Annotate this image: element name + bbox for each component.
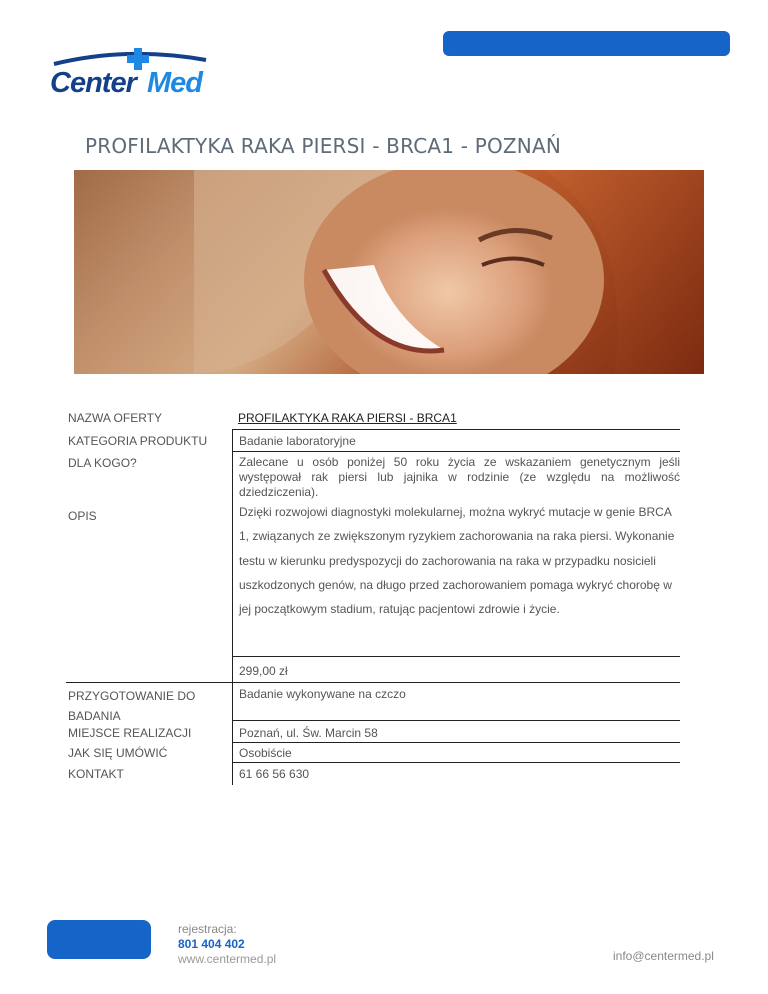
table-row bbox=[66, 452, 680, 500]
offer-table bbox=[66, 408, 680, 785]
email-link[interactable]: info@centermed.pl bbox=[613, 949, 714, 963]
svg-text:Med: Med bbox=[147, 67, 202, 99]
registration-phone[interactable]: 801 404 402 bbox=[178, 937, 245, 951]
contact-phone-value: 61 66 56 630 bbox=[232, 763, 680, 785]
table-row bbox=[66, 500, 680, 657]
row-label: NAZWA OFERTY bbox=[68, 411, 163, 425]
row-label: KATEGORIA PRODUKTU bbox=[68, 434, 208, 448]
footer-contact bbox=[178, 922, 276, 967]
website-link[interactable]: www.centermed.pl bbox=[178, 952, 277, 966]
table-row bbox=[66, 430, 680, 452]
row-value: Badanie laboratoryjne bbox=[232, 430, 680, 452]
table-row bbox=[66, 683, 680, 721]
row-label: KONTAKT bbox=[68, 767, 124, 781]
row-label: MIEJSCE REALIZACJI bbox=[68, 726, 192, 740]
row-value: Osobiście bbox=[232, 743, 680, 763]
table-row bbox=[66, 763, 680, 785]
page-title: PROFILAKTYKA RAKA PIERSI - BRCA1 - POZNAŃ bbox=[85, 134, 562, 158]
hero-photo bbox=[74, 170, 704, 374]
table-row bbox=[66, 408, 680, 430]
table-row bbox=[66, 743, 680, 763]
row-label: JAK SIĘ UMÓWIĆ bbox=[68, 746, 168, 760]
table-row bbox=[66, 657, 680, 683]
table-row bbox=[66, 721, 680, 743]
row-label: OPIS bbox=[68, 509, 97, 523]
offer-name-value: PROFILAKTYKA RAKA PIERSI - BRCA1 bbox=[238, 411, 457, 425]
centermed-logo bbox=[48, 44, 210, 102]
price-value: 299,00 zł bbox=[232, 657, 680, 683]
svg-text:Center: Center bbox=[50, 67, 136, 99]
header-accent-bar bbox=[443, 31, 730, 56]
row-value: Poznań, ul. Św. Marcin 58 bbox=[232, 721, 680, 743]
row-label: PRZYGOTOWANIE DO BADANIA bbox=[68, 689, 196, 723]
row-label: DLA KOGO? bbox=[68, 456, 137, 470]
registration-label: rejestracja: bbox=[178, 922, 237, 936]
row-label bbox=[66, 657, 232, 683]
footer-accent-box bbox=[47, 920, 151, 959]
description-value: Dzięki rozwojowi diagnostyki molekularnej, można wykryć mutacje w genie BRCA 1, związanych ze zwiększonym ryzykiem zachorowania na raka piersi. Wykonanie testu w kierunku predyspozycji do zachorowania na raka w przypadku nosicieli uszkodzonych genów, na długo przed zachorowaniem pomaga wykryć chorobę w jej początkowym stadium, ratując pacjentowi zdrowie i życie. bbox=[232, 500, 680, 657]
row-value: Badanie wykonywane na czczo bbox=[232, 683, 680, 721]
row-value: Zalecane u osób poniżej 50 roku życia ze wskazaniem genetycznym jeśli występował rak piersi lub jajnika w rodzinie (ze względu na możliwość dziedziczenia). bbox=[232, 452, 680, 500]
